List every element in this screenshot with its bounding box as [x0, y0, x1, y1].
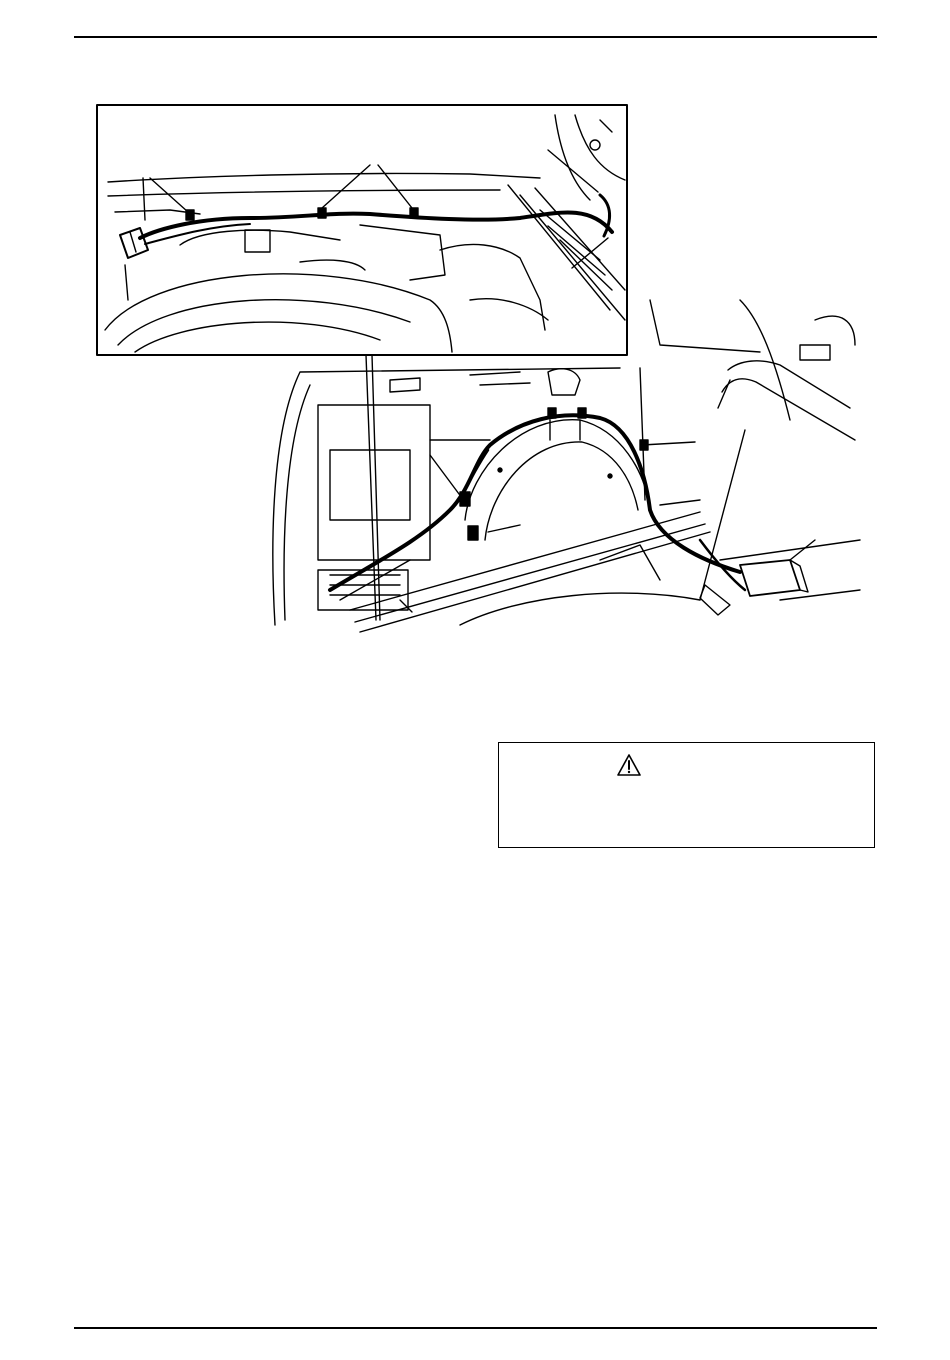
wiring-harness-illustration	[0, 0, 950, 660]
callout-leader	[430, 455, 462, 498]
callout-leader	[572, 238, 608, 268]
callout-leader	[143, 178, 145, 220]
callout-leader	[125, 265, 128, 300]
callout-leader	[322, 165, 370, 208]
footer-rule	[74, 1327, 877, 1329]
callout-leader	[378, 165, 412, 208]
detail-inset-frame	[97, 105, 627, 355]
detail-inset	[97, 105, 627, 355]
warning-triangle-icon	[616, 753, 642, 777]
callout-leader	[548, 150, 598, 192]
callout-leader	[660, 500, 700, 505]
callout-leader	[642, 442, 695, 445]
callout-leader	[488, 525, 520, 532]
caution-box	[498, 742, 875, 848]
main-view	[273, 300, 860, 632]
